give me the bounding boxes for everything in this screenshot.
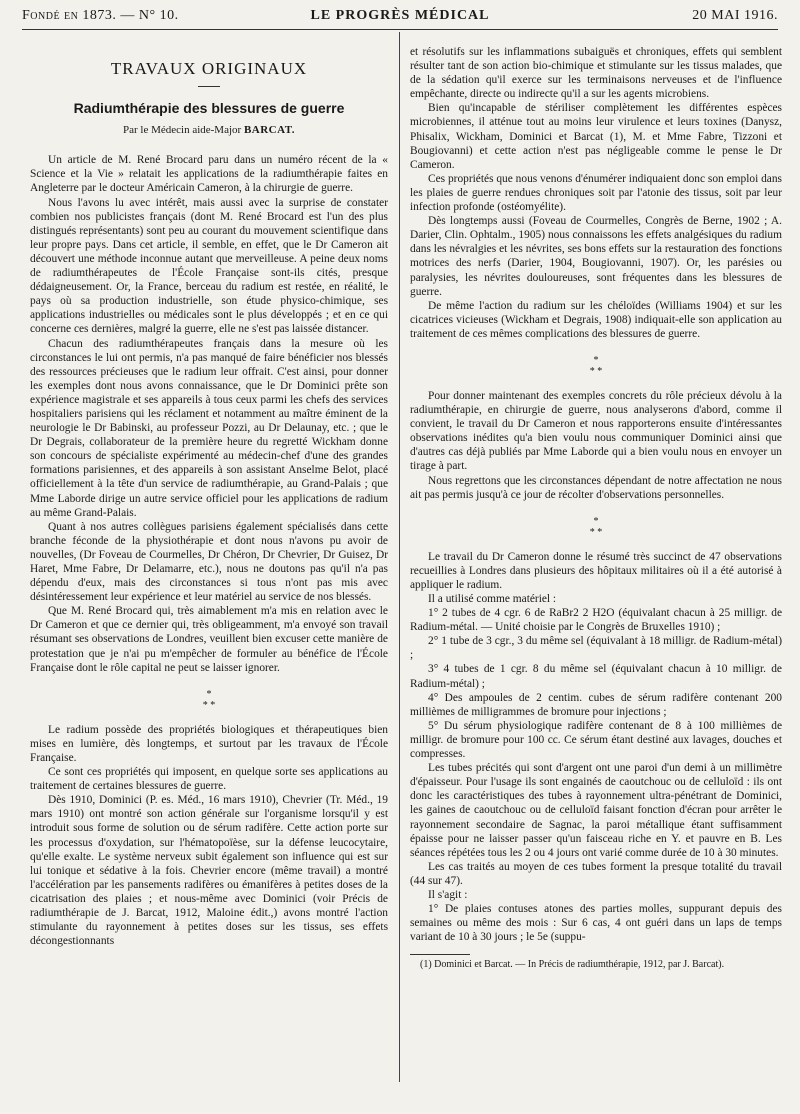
byline (30, 123, 388, 137)
byline-prefix: Par le Médecin aide-Major (122, 124, 242, 137)
paragraph: Ces propriétés que nous venons d'énumérer indiquaient donc son emploi dans les plaies de guerre rendues chroniques soit par l'atonie des tissus, soit par leur infection profonde (ostéomyélite). (410, 172, 782, 214)
paragraph: Le radium possède des propriétés biologiques et thérapeutiques bien mises en lumière, dès longtemps, et surtout par les travaux de l'École Française. (30, 723, 388, 764)
footnote-rule (410, 954, 470, 955)
page-header (22, 8, 778, 30)
paragraph: Il a utilisé comme matériel : (428, 593, 557, 605)
paragraph: Le travail du Dr Cameron donne le résumé très succinct de 47 observations recueillies à Londres dans plusieurs des hôpitaux militaires où il a été autorisé à appliquer le radium. (410, 550, 782, 591)
paragraph: 5° Du sérum physiologique radifère contenant de 8 à 100 millièmes de milligr. de bromure pour 100 cc. Ce sérum étant destiné aux lavages, douches et compresses. (410, 719, 782, 761)
paragraph: 1° 2 tubes de 4 cgr. 6 de RaBr2 2 H2O (équivalant chacun à 25 milligr. de Radium-métal. — Unité choisie par le Congrès de Bruxelles 1910) ; (410, 607, 782, 634)
section-separator-stars: * * * (589, 354, 603, 377)
left-column-body (30, 153, 388, 948)
paragraph: 4° Des ampoules de 2 centim. cubes de sérum radifère contenant 200 millièmes de milligrammes de bromure pour injections ; (410, 691, 782, 718)
paragraph: Quant à nos autres collègues parisiens également spécialisés dans cette branche féconde de la physiothérapie et dont nous n'avons pu avoir de nouvelles, (Dr Foveau de Courmelles, Dr Chéron, Dr Chevrier, Dr Guisez, Dr Haret, Mme Fabre, Dr Delamarre, etc.), nous ne doutons pas qu'il n'a pas dépendu d'eux, mais des circonstances si tous n'ont pas mis avec désintéressement leur expérience et leur matériel au service de nos blessés. (30, 520, 388, 604)
paragraph: Nous l'avons lu avec intérêt, mais aussi avec la surprise de constater combien nos publicistes français (dont M. René Brocard est l'un des plus distingués représentants) sont peu au courant du mouvement scientifique dans leur propre pays. Dans cet article, il semble, en effet, que le Dr Cameron ait découvert une méthode inconnue autant que merveilleuse. A peine deux noms de radiumthérapeutes de l'École Française sont-ils cités, presque dédaigneusement. Or, la France, berceau du radium est restée, en réalité, le pays où sa production industrielle, son étude physico-chimique, ses applications industrielles ou médicales sont le plus développés ; et en ce qui concerne ces dernières, malgré la guerre, elle ne s'est pas laissée distancer. (30, 196, 388, 336)
right-column-body (410, 45, 782, 944)
paragraph: Dès longtemps aussi (Foveau de Courmelles, Congrès de Berne, 1902 ; A. Darier, Clin. Ophtalm., 1905) nous connaissons les effets analgésiques du radium dans les névralgies et les névrites, ses bons effets sur la restauration des fonctions motrices des nerfs (Darier, 1904, Bougiovanni, 1907). Or, les parésies ou paralysies, les névrites douloureuses, sont fréquentes dans les blessures de guerre. (410, 215, 782, 298)
section-separator-stars: * * * (202, 688, 216, 711)
article-title: Radiumthérapie des blessures de guerre (73, 100, 345, 117)
paragraph: Bien qu'incapable de stériliser complètement les différentes espèces microbiennes, il atténue tout au moins leur virulence et leurs toxines (Danysz, Phisalix, Wickham, Dominici et Barcat (1), M. et Mme Fabre, Tizzoni et Bougiovanni) et cette action n'est pas négligeable comme le pense le Dr Cameron. (410, 102, 782, 171)
paragraph: 3° 4 tubes de 1 cgr. 8 du même sel (équivalant chacun à 10 milligr. de Radium-métal) ; (410, 663, 782, 690)
footnote: (1) Dominici et Barcat. — In Précis de radiumthérapie, 1912, par J. Barcat). (420, 959, 725, 971)
issue-date: 20 MAI 1916. (692, 8, 778, 23)
paragraph: Ce sont ces propriétés qui imposent, en quelque sorte ses applications au traitement de certaines blessures de guerre. (30, 766, 388, 793)
right-column (410, 45, 782, 971)
journal-title: LE PROGRÈS MÉDICAL (310, 8, 490, 23)
paragraph: 2° 1 tube de 3 cgr., 3 du même sel (équivalant à 18 milligr. de Radium-métal) ; (410, 635, 782, 662)
title-rule (198, 86, 220, 87)
journal-founding-info: Fondé en 1873. — N° 10. (22, 8, 179, 23)
author-name: BARCAT. (243, 124, 296, 137)
paragraph: et résolutifs sur les inflammations subaiguës et chroniques, effets qui semblent résulter tant de son action bio-chimique et stimulante sur les tissus malades, que de la sédation qu'il exerce sur les terminaisons nerveuses et de l'influence empêchante, directe ou indirecte qu'il a sur les agents microbiens. (410, 46, 782, 101)
left-column (30, 59, 388, 948)
paragraph: Dès 1910, Dominici (P. es. Méd., 16 mars 1910), Chevrier (Tr. Méd., 19 mars 1910) ont montré son action générale sur l'organisme lorsqu'il y est introduit sous forme de solution ou de sérum radifère. Cette action porte sur les processus d'oxydation, sur l'hématopoïèse, sur la défense leucocytaire, qu'elle exalte. Le système nerveux subit également son influence qui est sur lui tonique et sédative à la fois. Chevrier encore (même travail) a montré l'accélération par les pansements radifères ou émanifères à petites doses de la cicatrisation des plaies ; et nous-même avec Dominici (voir Précis de radiumthérapie de J. Barcat, 1912, Maloine édit.,) avons montré l'action stimulante du rayonnement à petites doses sur les tissus, ses effets décongestionnants (30, 794, 388, 948)
paragraph: 1° De plaies contuses atones des parties molles, suppurant depuis des semaines ou même des mois : Sur 6 cas, 4 ont guéri dans un laps de temps variant de 10 à 30 jours ; le 5e (suppu- (410, 903, 782, 944)
paragraph: Il s'agit : (428, 888, 468, 901)
paragraph: Les cas traités au moyen de ces tubes forment la presque totalité du travail (44 sur 47). (410, 860, 782, 887)
paragraph: Que M. René Brocard qui, très aimablement m'a mis en relation avec le Dr Cameron et que ce dernier qui, très obligeamment, m'a envoyé son travail résumant ses observations de Londres, veuillent bien excuser cette manière de protestation que je n'ai pu m'empêcher de formuler au bénéfice de l'École Française dont le rôle capital ne peut se laisser ignorer. (30, 605, 388, 674)
section-title: TRAVAUX ORIGINAUX (110, 59, 308, 78)
paragraph: Pour donner maintenant des exemples concrets du rôle précieux dévolu à la radiumthérapie, en chirurgie de guerre, nous analyserons d'abord, comme il convient, le travail du Dr Cameron et nous rapporterons ensuite d'intéressantes observations inédites qu'a bien voulu nous communiquer Dominici ainsi que d'autres cas déjà publiés par Mme Laborde qui a bien voulu nous en envoyer un tirage à part. (410, 389, 782, 473)
paragraph: Chacun des radiumthérapeutes français dans la mesure où les circonstances le lui ont permis, n'a pas manqué de faire bénéficier nos blessés des ressources précieuses que le radium leur offrait. C'est ainsi, pour donner les exemples dont nous avons connaissance, que le Dr Dominici prête son expérience magistrale et ses appareils à tous ceux parmi les chefs des services hospitaliers parisiens qui les réclament et notamment au maître éminent de la neurologie le Dr Babinski, au professeur Pozzi, au Dr Delaunay, etc. ; que le Dr Degrais, collaborateur de la première heure du regretté Wickham donne son concours de spécialiste expérimenté au médecin-chef d'une des grandes formations parisiennes, et des appareils à son assistant Anselme Belot, placé officiellement à la tête d'un service de radiumthérapie, au Grand-Palais ; que Mme Laborde dirige un autre service officiel pour les applications de radium au même Grand-Palais. (30, 337, 388, 519)
paragraph: Nous regrettons que les circonstances dépendant de notre affectation ne nous ait pas permis jusqu'à ce jour de récolter d'observations personnelles. (410, 474, 782, 501)
section-separator-stars: * * * (589, 515, 603, 538)
paragraph: Un article de M. René Brocard paru dans un numéro récent de la « Science et la Vie » relatait les applications de la radiumthérapie faites en Angleterre par le docteur Américain Cameron, à la chirurgie de guerre. (30, 154, 388, 195)
header-rule (22, 29, 778, 30)
paragraph: Les tubes précités qui sont d'argent ont une paroi d'un demi à un millimètre d'épaisseur. Pour l'usage ils sont engainés de caoutchouc ou de celluloïd : ils ont donc les caractéristiques des tubes à rayonnement ultra-pénétrant de Dominici, les gaines de caoutchouc ou de celluloïd faisant fonction d'écran pour arrêter le rayonnement secondaire de Sagnac, la paroi métallique étant suffisamment épaisse pour ne laisser passer qu'un faisceau riche en Y. et pauvre en B. Les séances répétées tous les 2 ou 4 jours ont varié comme durée de 10 à 30 minutes. (410, 762, 782, 859)
paragraph: De même l'action du radium sur les chéloïdes (Williams 1904) et sur les cicatrices vicieuses (Wickham et Degrais, 1908) indiquait-elle son application au traitement de ces mêmes complications des blessures de guerre. (410, 299, 782, 340)
column-divider (399, 32, 400, 1082)
